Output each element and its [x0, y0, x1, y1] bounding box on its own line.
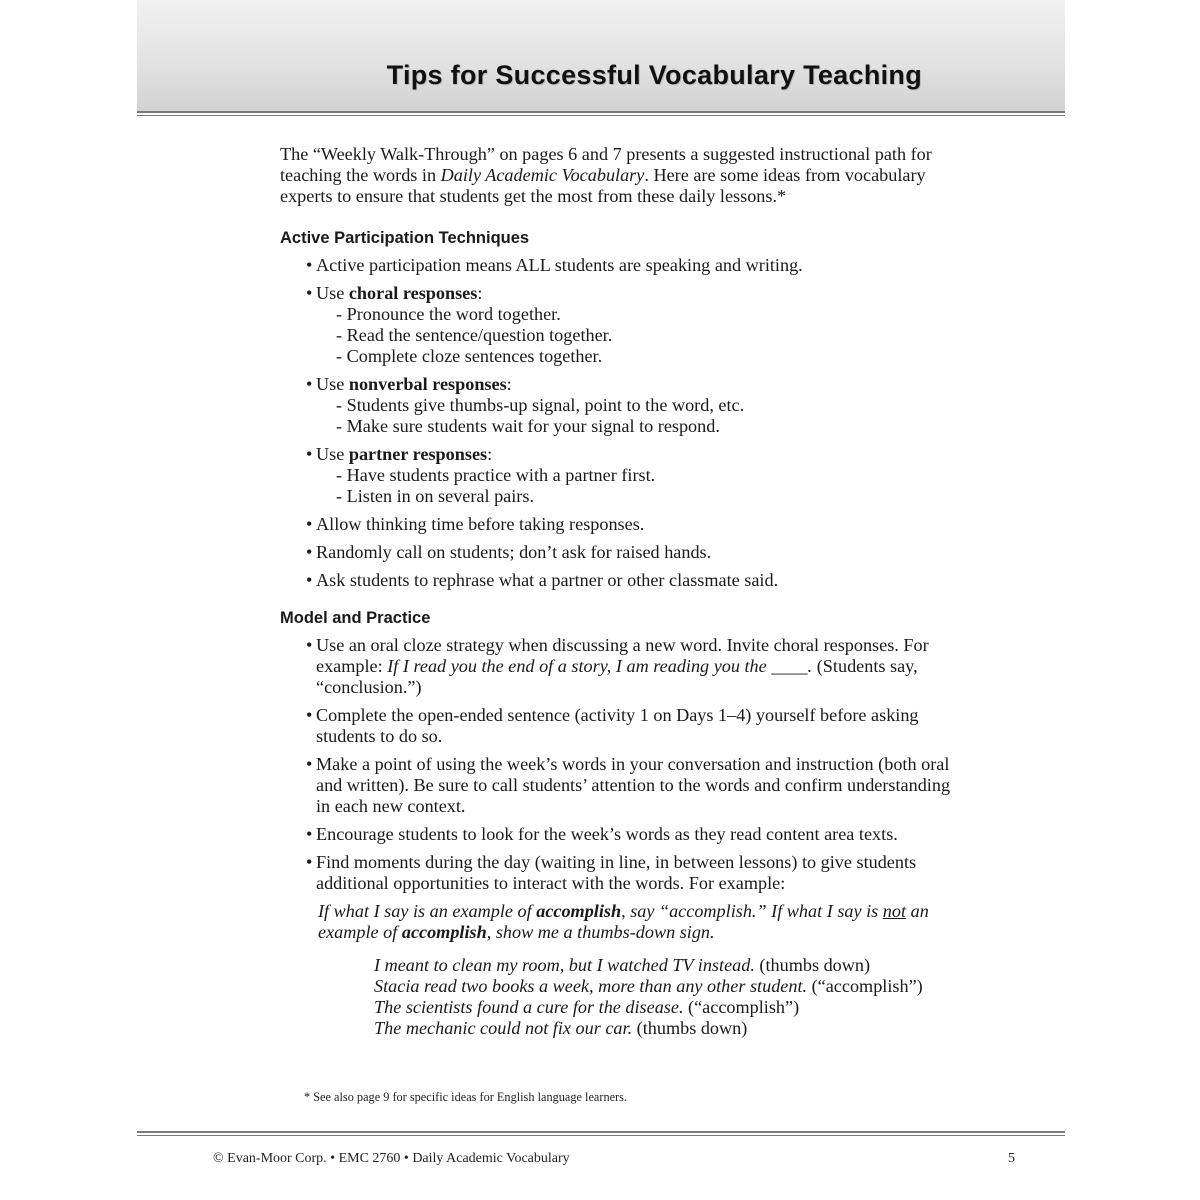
- list-item: • Ask students to rephrase what a partner or other classmate said.: [280, 570, 960, 591]
- section-heading-model-practice: Model and Practice: [280, 609, 431, 627]
- example-sentences: [374, 955, 960, 1039]
- sub-item: - Students give thumbs-up signal, point to the word, etc.: [336, 395, 960, 416]
- main-content: [280, 144, 960, 1039]
- list-item: • Find moments during the day (waiting in line, in between lessons) to give students additional opportunities to interact with the words. For example:: [280, 852, 960, 894]
- header-band: [137, 0, 1065, 111]
- sub-item: - Read the sentence/question together.: [336, 325, 960, 346]
- example-line: The scientists found a cure for the disease. (“accomplish”): [374, 997, 800, 1017]
- list-item: • Use choral responses: - Pronounce the word together. - Read the sentence/question together. - Complete cloze sentences together.: [280, 283, 960, 367]
- intro-paragraph: The “Weekly Walk-Through” on pages 6 and 7 presents a suggested instructional path for teaching the words in Daily Academic Vocabulary. Here are some ideas from vocabulary experts to ensure that students get the most from these daily lessons.*: [280, 144, 932, 206]
- list-item: • Active participation means ALL students are speaking and writing.: [280, 255, 960, 276]
- sub-item: - Pronounce the word together.: [336, 304, 960, 325]
- key-term: choral responses: [348, 283, 478, 303]
- list-item: • Randomly call on students; don’t ask for raised hands.: [280, 542, 960, 563]
- sub-list: [316, 465, 960, 507]
- footer-divider-thin: [137, 1135, 1065, 1136]
- example-line: The mechanic could not fix our car. (thumbs down): [374, 1018, 748, 1038]
- list-item: • Use partner responses: - Have students practice with a partner first. - Listen in on several pairs.: [280, 444, 960, 507]
- header-divider-thin: [137, 115, 1065, 116]
- list-item: • Allow thinking time before taking responses.: [280, 514, 960, 535]
- page-number: 5: [1008, 1151, 1015, 1166]
- list-item: • Make a point of using the week’s words in your conversation and instruction (both oral and written). Be sure to call students’ attention to the words and confirm understanding in each new context.: [280, 754, 960, 817]
- example-line: I meant to clean my room, but I watched TV instead. (thumbs down): [374, 955, 871, 975]
- example-prompt: If what I say is an example of accomplish, say “accomplish.” If what I say is not an example of accomplish, show me a thumbs-down sign.: [318, 901, 929, 942]
- footnote: * See also page 9 for specific ideas for English language learners.: [304, 1090, 628, 1104]
- example-line: Stacia read two books a week, more than any other student. (“accomplish”): [374, 976, 923, 996]
- sub-item: - Listen in on several pairs.: [336, 486, 960, 507]
- sub-list: [316, 395, 960, 437]
- sub-list: [316, 304, 960, 367]
- sub-item: - Have students practice with a partner first.: [336, 465, 960, 486]
- sub-item: - Complete cloze sentences together.: [336, 346, 960, 367]
- list-item: • Encourage students to look for the week’s words as they read content area texts.: [280, 824, 960, 845]
- section-heading-active-participation: Active Participation Techniques: [280, 229, 530, 247]
- list-item: • Use nonverbal responses: - Students give thumbs-up signal, point to the word, etc. - Make sure students wait for your signal to respond.: [280, 374, 960, 437]
- list-item: • Use an oral cloze strategy when discussing a new word. Invite choral responses. For example: If I read you the end of a story, I am reading you the ____. (Students say, “conclusion.”): [280, 635, 960, 698]
- key-term: nonverbal responses: [348, 374, 507, 394]
- key-term: partner responses: [348, 444, 488, 464]
- footer-divider: [137, 1131, 1065, 1133]
- active-participation-list: [280, 255, 960, 591]
- model-practice-list: [280, 635, 960, 894]
- page-title: Tips for Successful Vocabulary Teaching: [386, 60, 922, 90]
- book-title: Daily Academic Vocabulary: [440, 165, 645, 185]
- list-item: • Complete the open-ended sentence (activity 1 on Days 1–4) yourself before asking students to do so.: [280, 705, 960, 747]
- header-divider: [137, 111, 1065, 113]
- sub-item: - Make sure students wait for your signal to respond.: [336, 416, 960, 437]
- footer-credit: © Evan-Moor Corp. • EMC 2760 • Daily Academic Vocabulary: [213, 1151, 570, 1166]
